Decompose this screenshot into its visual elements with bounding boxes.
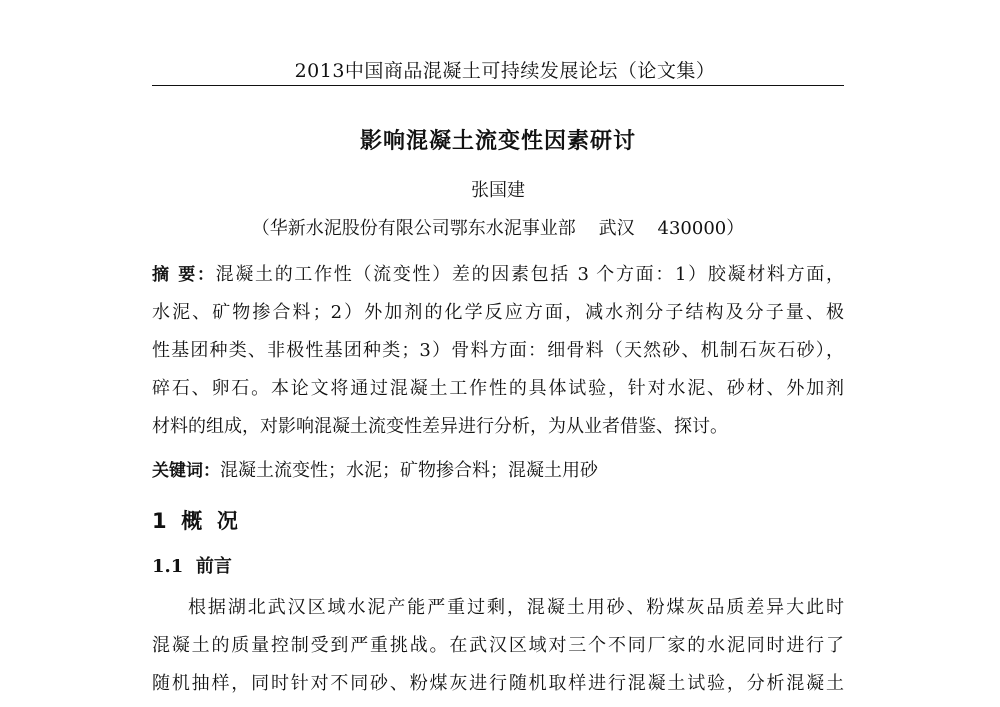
body-line-3: 随机抽样，同时针对不同砂、粉煤灰进行随机取样进行混凝土试验，分析混凝土 xyxy=(152,673,844,694)
abstract-label: 摘 要： xyxy=(152,265,216,285)
paper-affiliation: （华新水泥股份有限公司鄂东水泥事业部 武汉 430000） xyxy=(251,218,745,239)
abstract-line-2: 水泥、矿物掺合料；2）外加剂的化学反应方面，减水剂分子结构及分子量、极 xyxy=(152,302,844,323)
abstract-text-line: 混凝土的工作性（流变性）差的因素包括 3 个方面：1）胶凝材料方面， xyxy=(215,264,844,285)
keywords-label: 关键词： xyxy=(152,461,220,481)
section-heading-1: 1 概 况 xyxy=(152,509,238,533)
body-paragraph xyxy=(152,589,844,703)
body-line-2: 混凝土的质量控制受到严重挑战。在武汉区域对三个不同厂家的水泥同时进行了 xyxy=(152,635,844,656)
abstract-line-3: 性基团种类、非极性基团种类；3）骨料方面：细骨料（天然砂、机制石灰石砂）， xyxy=(152,340,844,361)
abstract-line-1 xyxy=(152,256,844,294)
header-rule xyxy=(152,85,844,86)
paper-author: 张国建 xyxy=(471,180,525,201)
abstract-block xyxy=(152,256,844,446)
running-header-title: 2013中国商品混凝土可持续发展论坛（论文集） xyxy=(294,60,716,82)
keywords-text: 混凝土流变性；水泥；矿物掺合料；混凝土用砂 xyxy=(220,460,598,481)
body-line-1: 根据湖北武汉区域水泥产能严重过剩，混凝土用砂、粉煤灰品质差异大此时 xyxy=(188,597,844,618)
section-heading-1-1: 1.1 前言 xyxy=(152,556,232,577)
keywords-line xyxy=(152,456,844,486)
abstract-line-5: 材料的组成，对影响混凝土流变性差异进行分析，为从业者借鉴、探讨。 xyxy=(152,416,728,437)
abstract-line-4: 碎石、卵石。本论文将通过混凝土工作性的具体试验，针对水泥、砂材、外加剂 xyxy=(152,378,844,399)
paper-title: 影响混凝土流变性因素研讨 xyxy=(359,129,636,154)
